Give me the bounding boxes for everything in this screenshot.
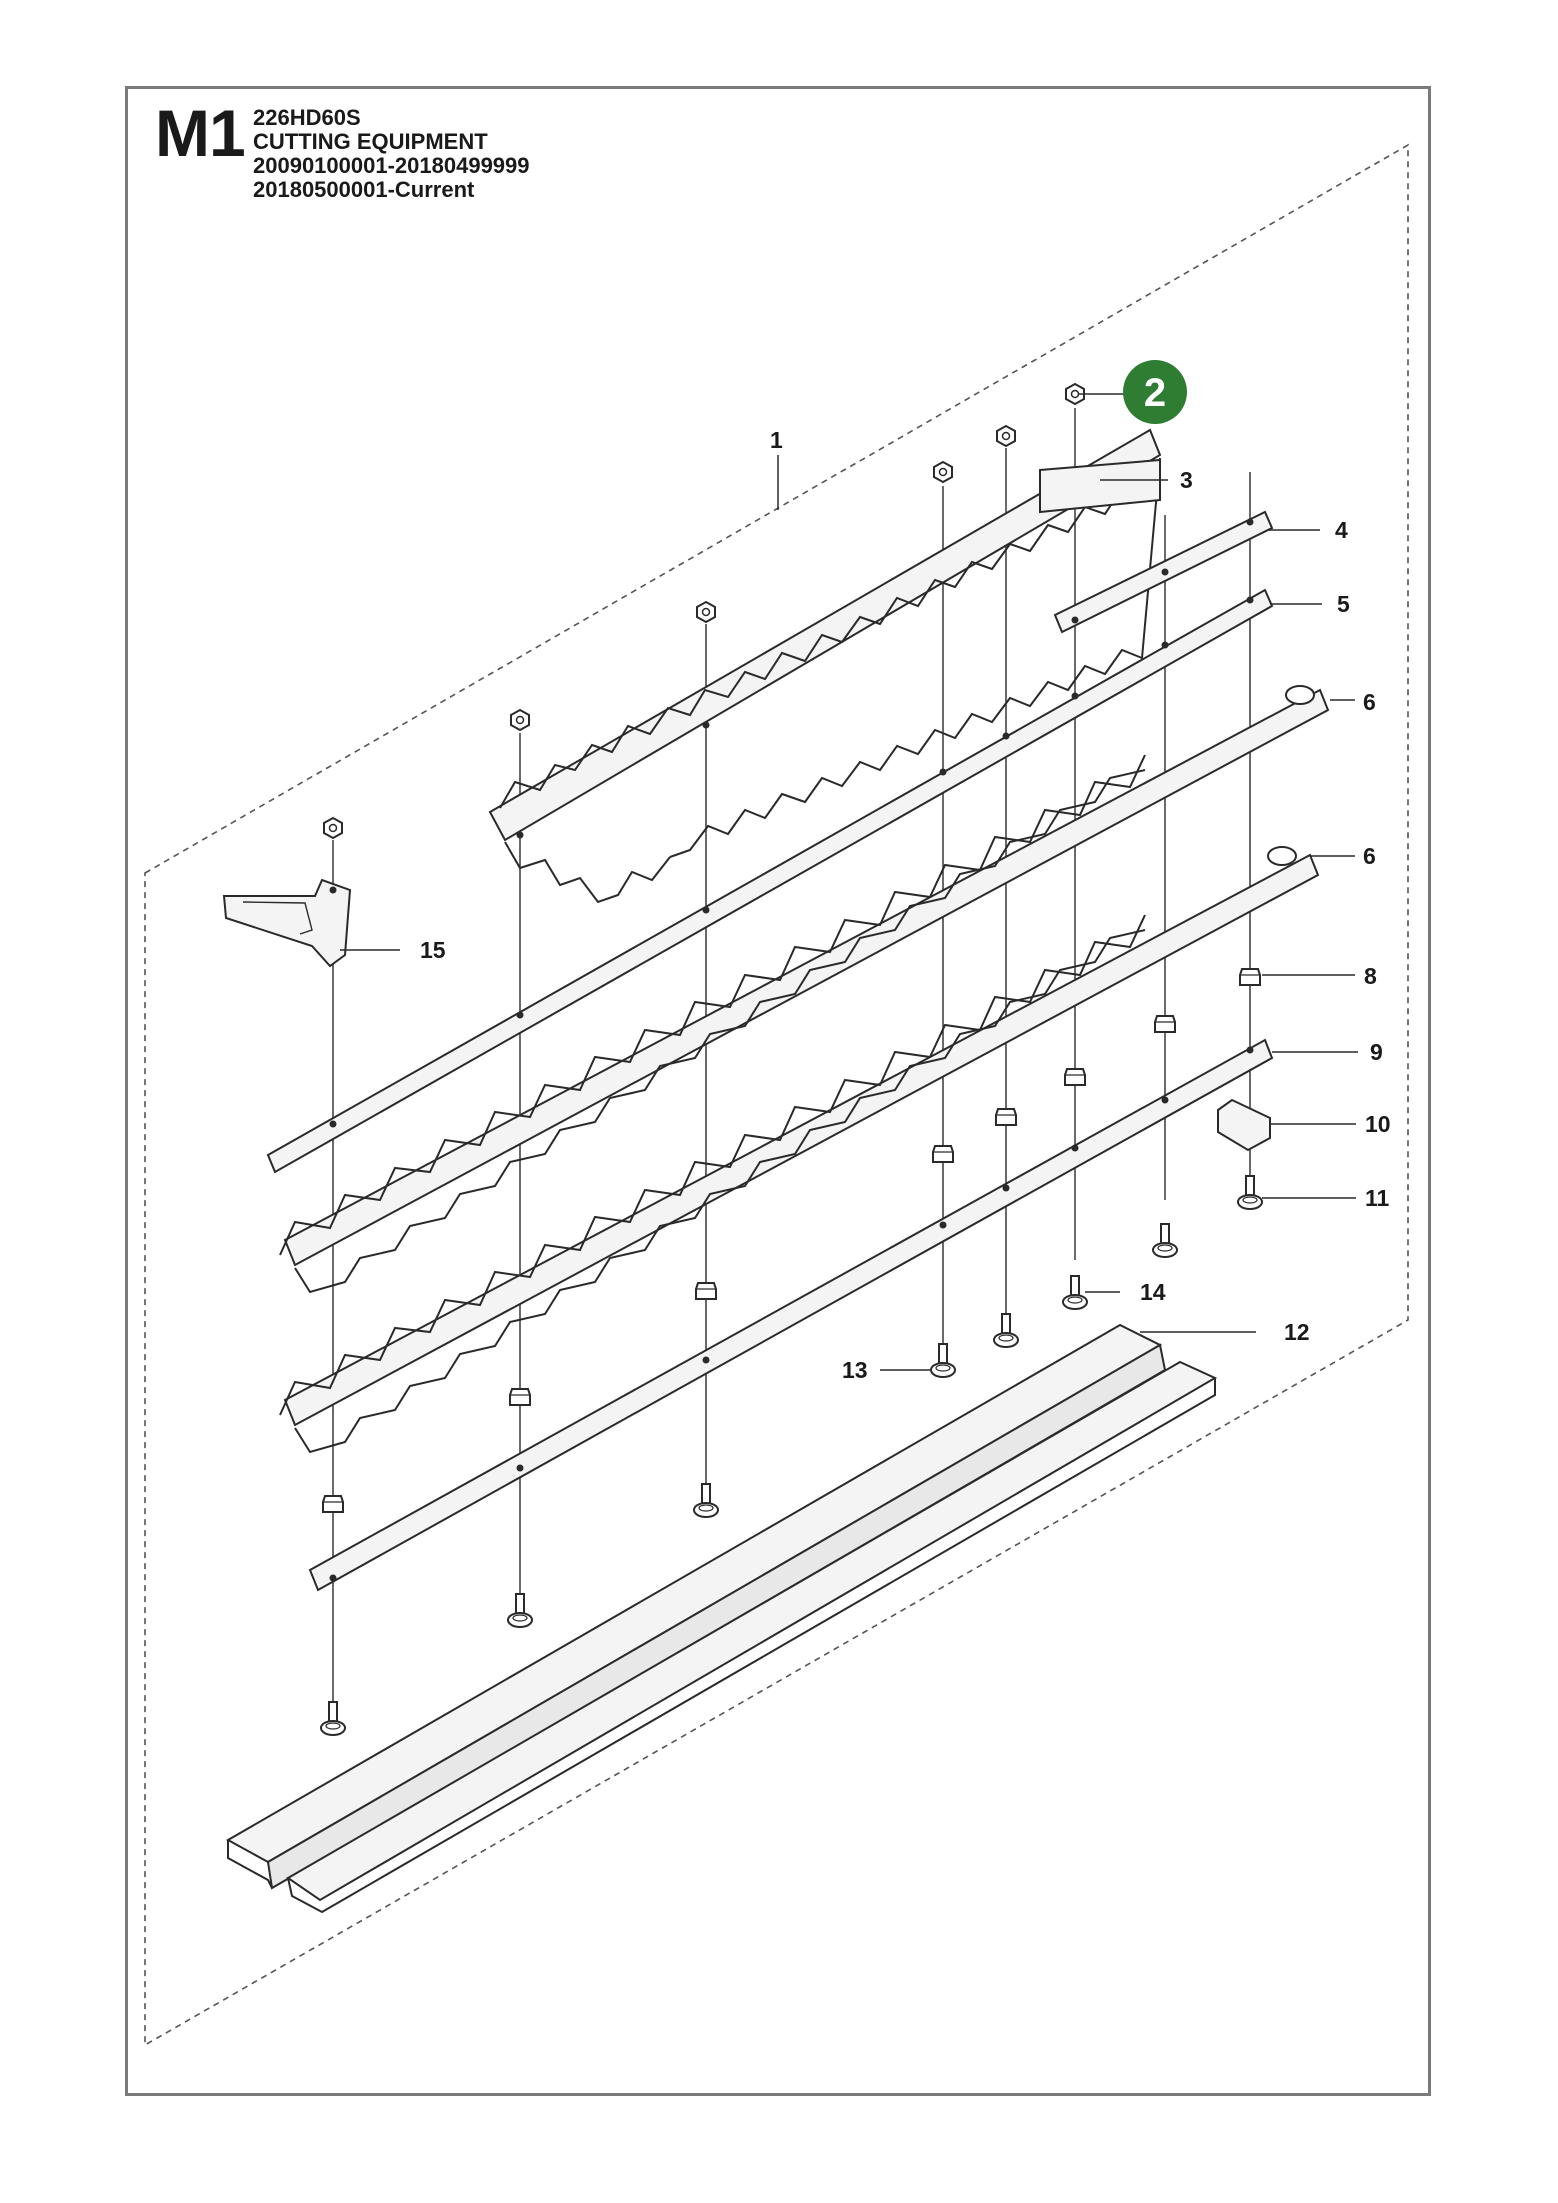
callout-6-lower: 6 xyxy=(1363,843,1376,869)
bolts xyxy=(321,1176,1262,1735)
part-10-bracket xyxy=(1218,1100,1270,1150)
serial-range-2: 20180500001-Current xyxy=(253,177,475,202)
callout-9: 9 xyxy=(1370,1039,1383,1065)
section-title: CUTTING EQUIPMENT xyxy=(253,129,488,154)
callout-1: 1 xyxy=(770,427,783,453)
callout-12: 12 xyxy=(1284,1319,1310,1345)
callout-3: 3 xyxy=(1180,467,1193,493)
serial-range-1: 20090100001-20180499999 xyxy=(253,153,530,178)
part-6-blade-upper xyxy=(280,686,1328,1292)
callout-10: 10 xyxy=(1365,1111,1391,1137)
model-number: 226HD60S xyxy=(253,105,361,130)
callout-4: 4 xyxy=(1335,517,1348,543)
callout-15: 15 xyxy=(420,937,446,963)
callout-badge xyxy=(1123,360,1187,424)
callout-5: 5 xyxy=(1337,591,1350,617)
callout-11: 11 xyxy=(1365,1185,1390,1211)
callout-14: 14 xyxy=(1140,1279,1166,1305)
section-code: M1 xyxy=(155,96,245,170)
callout-8: 8 xyxy=(1364,963,1377,989)
callout-6-upper: 6 xyxy=(1363,689,1376,715)
callout-13: 13 xyxy=(842,1357,868,1383)
part-12-guard-rail xyxy=(228,1325,1215,1912)
callout-badge-label: 2 xyxy=(1143,371,1167,415)
